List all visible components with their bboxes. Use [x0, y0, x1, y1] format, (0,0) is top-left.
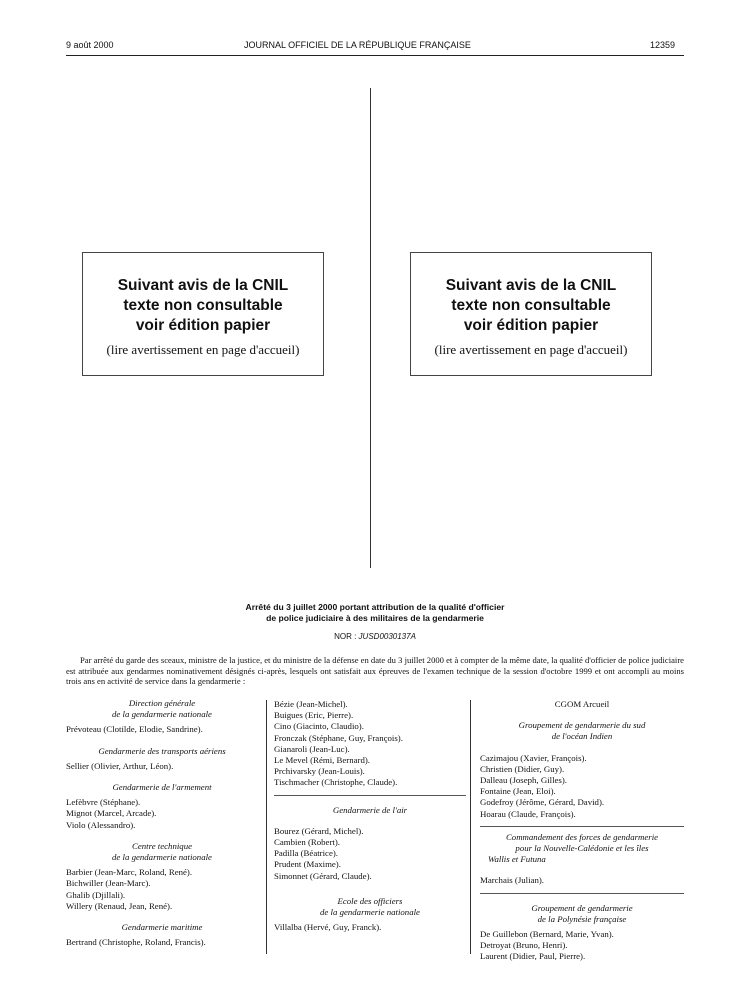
notice-line-1: Suivant avis de la CNIL — [445, 277, 617, 294]
section-heading: Groupement de gendarmerie — [531, 902, 633, 913]
column-separator — [266, 700, 267, 954]
cnil-notice-left — [82, 252, 324, 376]
section-heading: Groupement de gendarmerie du sud — [518, 720, 646, 731]
header-rule — [66, 55, 684, 56]
list-item: Detroyat (Bruno, Henri). — [480, 940, 568, 951]
column-divider — [370, 88, 371, 568]
section-heading: de la gendarmerie nationale — [320, 907, 420, 918]
list-item: Prudent (Maxime). — [274, 859, 341, 870]
notice-line-2: texte non consultable — [451, 297, 611, 314]
list-item: Cazimajou (Xavier, François). — [480, 752, 587, 763]
section-rule — [480, 826, 684, 827]
list-item: Bichwiller (Jean-Marc). — [66, 878, 151, 889]
section-heading: de la Polynésie française — [537, 913, 627, 924]
list-item: Dalleau (Joseph, Gilles). — [480, 775, 567, 786]
section-heading: de la gendarmerie nationale — [112, 852, 212, 863]
list-item: Fontaine (Jean, Eloi). — [480, 786, 556, 797]
list-item: Villalba (Hervé, Guy, Franck). — [274, 922, 382, 933]
list-item: Padilla (Béatrice). — [274, 848, 338, 859]
list-item: Prchivarsky (Jean-Louis). — [274, 766, 365, 777]
list-item: Cino (Giacinto, Claudio). — [274, 721, 364, 732]
section-heading: Wallis et Futuna — [488, 854, 546, 865]
section-heading: de la gendarmerie nationale — [112, 709, 212, 720]
section-rule — [274, 795, 466, 796]
section-heading: Direction générale — [128, 698, 196, 708]
journal-title: JOURNAL OFFICIEL DE LA RÉPUBLIQUE FRANÇAISE — [244, 40, 471, 50]
nor-label: NOR : — [334, 632, 357, 641]
list-item: Willery (Renaud, Jean, René). — [66, 900, 173, 911]
section-heading: pour la Nouvelle-Calédonie et les îles — [515, 843, 649, 854]
notice-line-3: voir édition papier — [135, 317, 271, 334]
list-item: Fronczak (Stéphane, Guy, François). — [274, 732, 403, 743]
intro-paragraph: Par arrêté du garde des sceaux, ministre de la justice, et du ministre de la défense en date du 3 juillet 2000 et à compter de la même date, la qualité d'officier de police judiciaire est attribuée aux gendarmes nominativement désignés ci-après, lesquels ont satisfait aux épreuves de l'examen technique de la session d'octobre 1999 et ont accompli au moins trois ans en activité de service dans la gendarmerie : — [66, 655, 684, 687]
list-item: Hoarau (Claude, François). — [480, 808, 576, 819]
section-heading: Gendarmerie de l'armement — [112, 782, 212, 793]
list-item: Laurent (Didier, Paul, Pierre). — [480, 951, 586, 962]
list-item: Cambien (Robert). — [274, 837, 340, 848]
notice-line-4: (lire avertissement en page d'accueil) — [434, 342, 628, 357]
section-heading: Gendarmerie maritime — [121, 922, 203, 933]
arrete-intro — [66, 655, 684, 687]
notice-line-2: texte non consultable — [123, 297, 283, 314]
list-item: Le Mevel (Rémi, Bernard). — [274, 755, 370, 766]
list-item: Simonnet (Gérard, Claude). — [274, 870, 372, 881]
list-item: De Guillebon (Bernard, Marie, Yvan). — [480, 929, 614, 940]
list-item: Bézie (Jean-Michel). — [274, 699, 348, 709]
column-separator — [470, 700, 471, 954]
column-2 — [274, 699, 466, 933]
page-number: 12359 — [650, 40, 676, 50]
list-item: Gianaroli (Jean-Luc). — [274, 743, 350, 754]
list-item: Godefroy (Jérôme, Gérard, David). — [480, 797, 605, 808]
notice-line-1: Suivant avis de la CNIL — [117, 277, 289, 294]
list-item: Ghalib (Djillali). — [66, 889, 126, 900]
section-rule — [480, 893, 684, 894]
column-3 — [480, 699, 684, 963]
section-heading: Centre technique — [131, 840, 192, 851]
arrete-title — [66, 602, 684, 624]
list-item: Lefèbvre (Stéphane). — [66, 797, 141, 808]
list-item: Tischmacher (Christophe, Claude). — [274, 777, 398, 788]
section-heading: Commandement des forces de gendarmerie — [505, 831, 659, 842]
notice-line-4: (lire avertissement en page d'accueil) — [106, 342, 300, 357]
list-item: Christien (Didier, Guy). — [480, 763, 565, 774]
header-date: 9 août 2000 — [66, 40, 114, 50]
nor-reference — [66, 632, 684, 641]
section-heading: Gendarmerie de l'air — [332, 804, 408, 815]
list-item: Mignot (Marcel, Arcade). — [66, 808, 157, 819]
section-heading: CGOM Arcueil — [554, 699, 610, 709]
list-item: Barbier (Jean-Marc, Roland, René). — [66, 867, 193, 878]
list-item: Violo (Alessandro). — [66, 819, 136, 830]
column-1 — [66, 698, 258, 948]
list-item: Prévoteau (Clotilde, Elodie, Sandrine). — [66, 724, 203, 735]
list-item: Marchais (Julian). — [480, 875, 545, 886]
section-heading: de l'océan Indien — [551, 731, 613, 742]
list-item: Buigues (Eric, Pierre). — [274, 710, 354, 721]
nor-value: JUSD0030137A — [358, 632, 416, 641]
arrete-title-line-1: Arrêté du 3 juillet 2000 portant attribution de la qualité d'officier — [245, 602, 505, 612]
section-heading: Ecole des officiers — [337, 895, 403, 906]
list-item: Bertrand (Christophe, Roland, Francis). — [66, 937, 206, 948]
cnil-notice-right — [410, 252, 652, 376]
list-item: Bourez (Gérard, Michel). — [274, 825, 364, 836]
arrete-title-line-2: de police judiciaire à des militaires de la gendarmerie — [266, 613, 484, 623]
list-item: Sellier (Olivier, Arthur, Léon). — [66, 760, 174, 771]
notice-line-3: voir édition papier — [463, 317, 599, 334]
section-heading: Gendarmerie des transports aériens — [98, 745, 226, 756]
